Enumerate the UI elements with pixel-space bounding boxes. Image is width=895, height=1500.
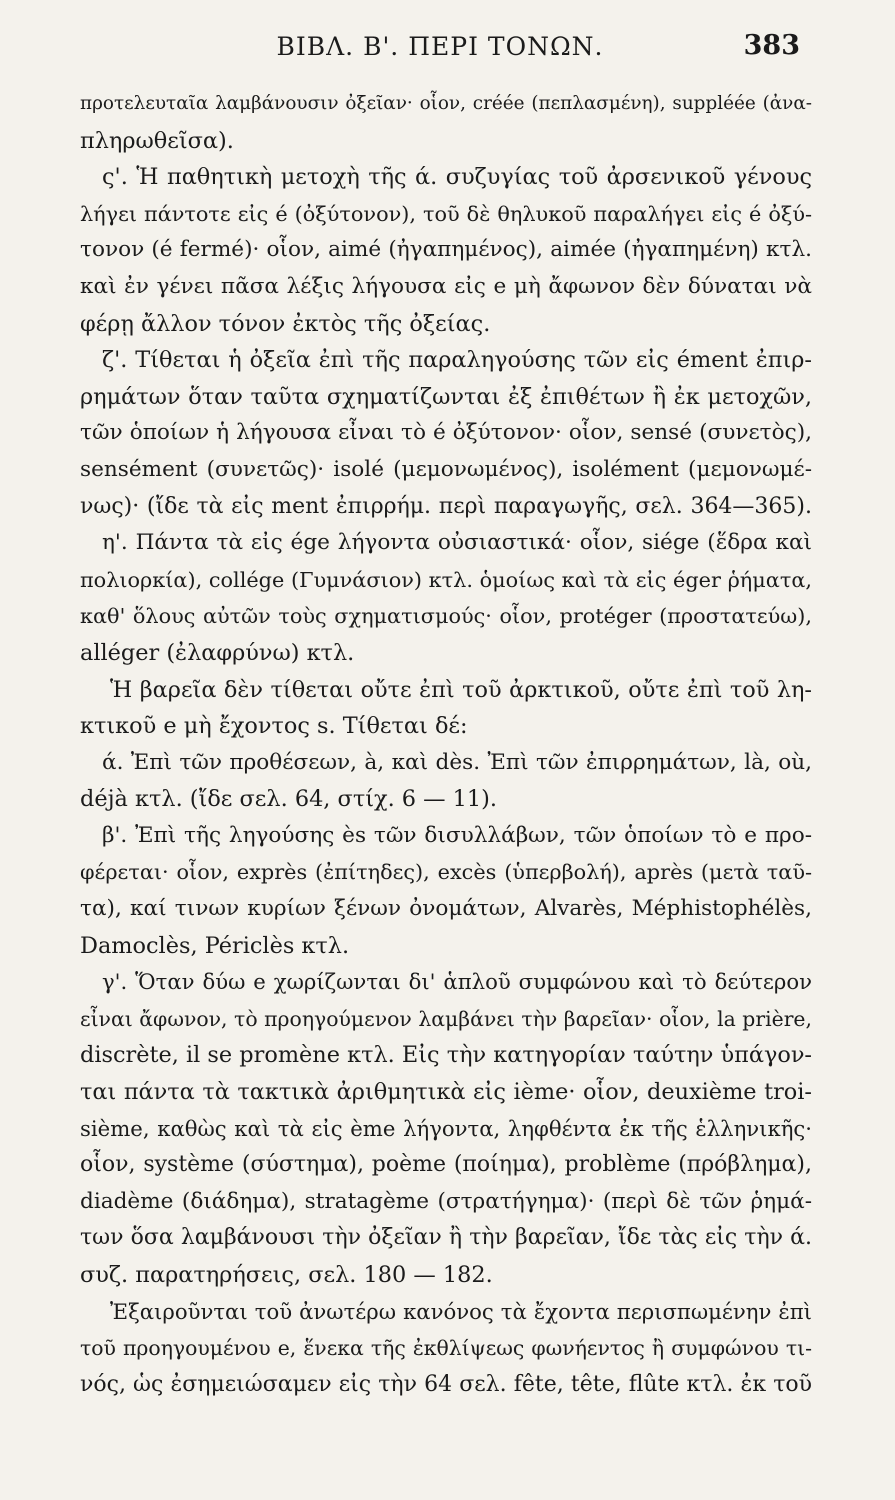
- page-number: 383: [743, 30, 800, 61]
- text-line: ζ'. Τίθεται ἡ ὀξεῖα ἐπὶ τῆς παραληγούσης τῶν εἰς ément ἐπιρ-: [102, 347, 812, 374]
- text-line: τα), καί τινων κυρίων ξένων ὀνομάτων, Alvarès, Méphistophélès,: [80, 896, 812, 922]
- text-line: ρημάτων ὅταν ταῦτα σχηματίζωνται ἐξ ἐπιθέτων ἢ ἐκ μετοχῶν,: [80, 383, 812, 410]
- text-line: τῶν ὁποίων ἡ λήγουσα εἶναι τὸ é ὀξύτονον· οἷον, sensé (συνετὸς),: [80, 420, 812, 446]
- page-header: [80, 30, 800, 66]
- text-line: τονον (é fermé)· οἷον, aimé (ἠγαπημένος), aimée (ἠγαπημένη) κτλ.: [80, 237, 812, 263]
- text-line: τοῦ προηγουμένου e, ἕνεκα τῆς ἐκθλίψεως φωνήεντος ἢ συμφώνου τι-: [80, 1336, 812, 1361]
- text-line: φέρῃ ἄλλον τόνον ἐκτὸς τῆς ὀξείας.: [80, 310, 491, 337]
- text-line: β'. Ἐπὶ τῆς ληγούσης ès τῶν δισυλλάβων, τῶν ὁποίων τὸ e προ-: [102, 822, 812, 848]
- text-line: sième, καθὼς καὶ τὰ εἰς ème λήγοντα, ληφθέντα ἐκ τῆς ἑλληνικῆς·: [80, 1115, 812, 1141]
- text-line: γ'. Ὅταν δύω e χωρίζωνται δι' ἁπλοῦ συμφώνου καὶ τὸ δεύτερον: [102, 969, 812, 995]
- text-line: discrète, il se promène κτλ. Εἰς τὴν κατηγορίαν ταύτην ὑπάγον-: [80, 1042, 812, 1069]
- text-line: Ἡ βαρεῖα δὲν τίθεται οὔτε ἐπὶ τοῦ ἀρκτικοῦ, οὔτε ἐπὶ τοῦ λη-: [110, 676, 812, 703]
- text-line: εἶναι ἄφωνον, τὸ προηγούμενον λαμβάνει τὴν βαρεῖαν· οἷον, la prière,: [80, 1006, 812, 1031]
- text-line: φέρεται· οἷον, exprès (ἐπίτηδες), excès (ὑπερβολή), après (μετὰ ταῦ-: [80, 860, 812, 885]
- text-line: πληρωθεῖσα).: [80, 127, 234, 154]
- text-line: η'. Πάντα τὰ εἰς ége λήγοντα οὐσιαστικά· οἷον, siége (ἕδρα καὶ: [102, 530, 812, 556]
- text-line: οἷον, système (σύστημα), poème (ποίημα), problème (πρόβλημα),: [80, 1152, 812, 1178]
- text-line: των ὅσα λαμβάνουσι τὴν ὀξεῖαν ἢ τὴν βαρεῖαν, ἴδε τὰς εἰς τὴν ά.: [80, 1225, 812, 1251]
- text-line: προτελευταῖα λαμβάνουσιν ὀξεῖαν· οἷον, créée (πεπλασμένη), suppléée (ἀνα-: [80, 93, 812, 114]
- text-line: καθ' ὅλους αὐτῶν τοὺς σχηματισμούς· οἷον, protéger (προστατεύω),: [80, 604, 812, 629]
- text-line: νός, ὡς ἐσημειώσαμεν εἰς τὴν 64 σελ. fête, tête, flûte κτλ. ἐκ τοῦ: [80, 1371, 812, 1397]
- page-body: [80, 86, 812, 1403]
- text-line: ται πάντα τὰ τακτικὰ ἀριθμητικὰ εἰς ième· οἷον, deuxième troi-: [80, 1079, 812, 1106]
- text-line: sensément (συνετῶς)· isolé (μεμονωμένος), isolément (μεμονωμέ-: [80, 456, 812, 482]
- text-line: νως)· (ἴδε τὰ εἰς ment ἐπιρρήμ. περὶ παραγωγῆς, σελ. 364—365).: [80, 493, 812, 519]
- text-line: καὶ ἐν γένει πᾶσα λέξις λήγουσα εἰς e μὴ ἄφωνον δὲν δύναται νὰ: [80, 273, 812, 299]
- running-title: BIBΛ. Β'. ΠΕΡΙ ΤΟΝΩΝ.: [276, 32, 604, 61]
- text-line: λήγει πάντοτε εἰς é (ὀξύτονον), τοῦ δὲ θηλυκοῦ παραλήγει εἰς é ὀξύ-: [80, 201, 812, 226]
- text-line: alléger (ἐλαφρύνω) κτλ.: [80, 639, 355, 666]
- text-line: diadème (διάδημα), stratagème (στρατήγημα)· (περὶ δὲ τῶν ῥημά-: [80, 1188, 812, 1214]
- text-line: ς'. Ἡ παθητικὴ μετοχὴ τῆς ά. συζυγίας τοῦ ἀρσενικοῦ γένους: [102, 164, 812, 191]
- text-line: κτικοῦ e μὴ ἔχοντος s. Τίθεται δέ:: [80, 713, 468, 740]
- text-line: πολιορκία), collége (Γυμνάσιον) κτλ. ὁμοίως καὶ τὰ εἰς éger ῥήματα,: [80, 567, 812, 592]
- text-line: Damoclès, Périclès κτλ.: [80, 932, 350, 959]
- text-line: Ἐξαιροῦνται τοῦ ἀνωτέρω κανόνος τὰ ἔχοντα περισπωμένην ἐπὶ: [110, 1298, 812, 1324]
- text-line: déjà κτλ. (ἴδε σελ. 64, στίχ. 6 — 11).: [80, 786, 498, 813]
- text-line: συζ. παρατηρήσεις, σελ. 180 — 182.: [80, 1262, 493, 1288]
- text-line: ά. Ἐπὶ τῶν προθέσεων, à, καὶ dès. Ἐπὶ τῶν ἐπιρρημάτων, là, où,: [102, 749, 812, 775]
